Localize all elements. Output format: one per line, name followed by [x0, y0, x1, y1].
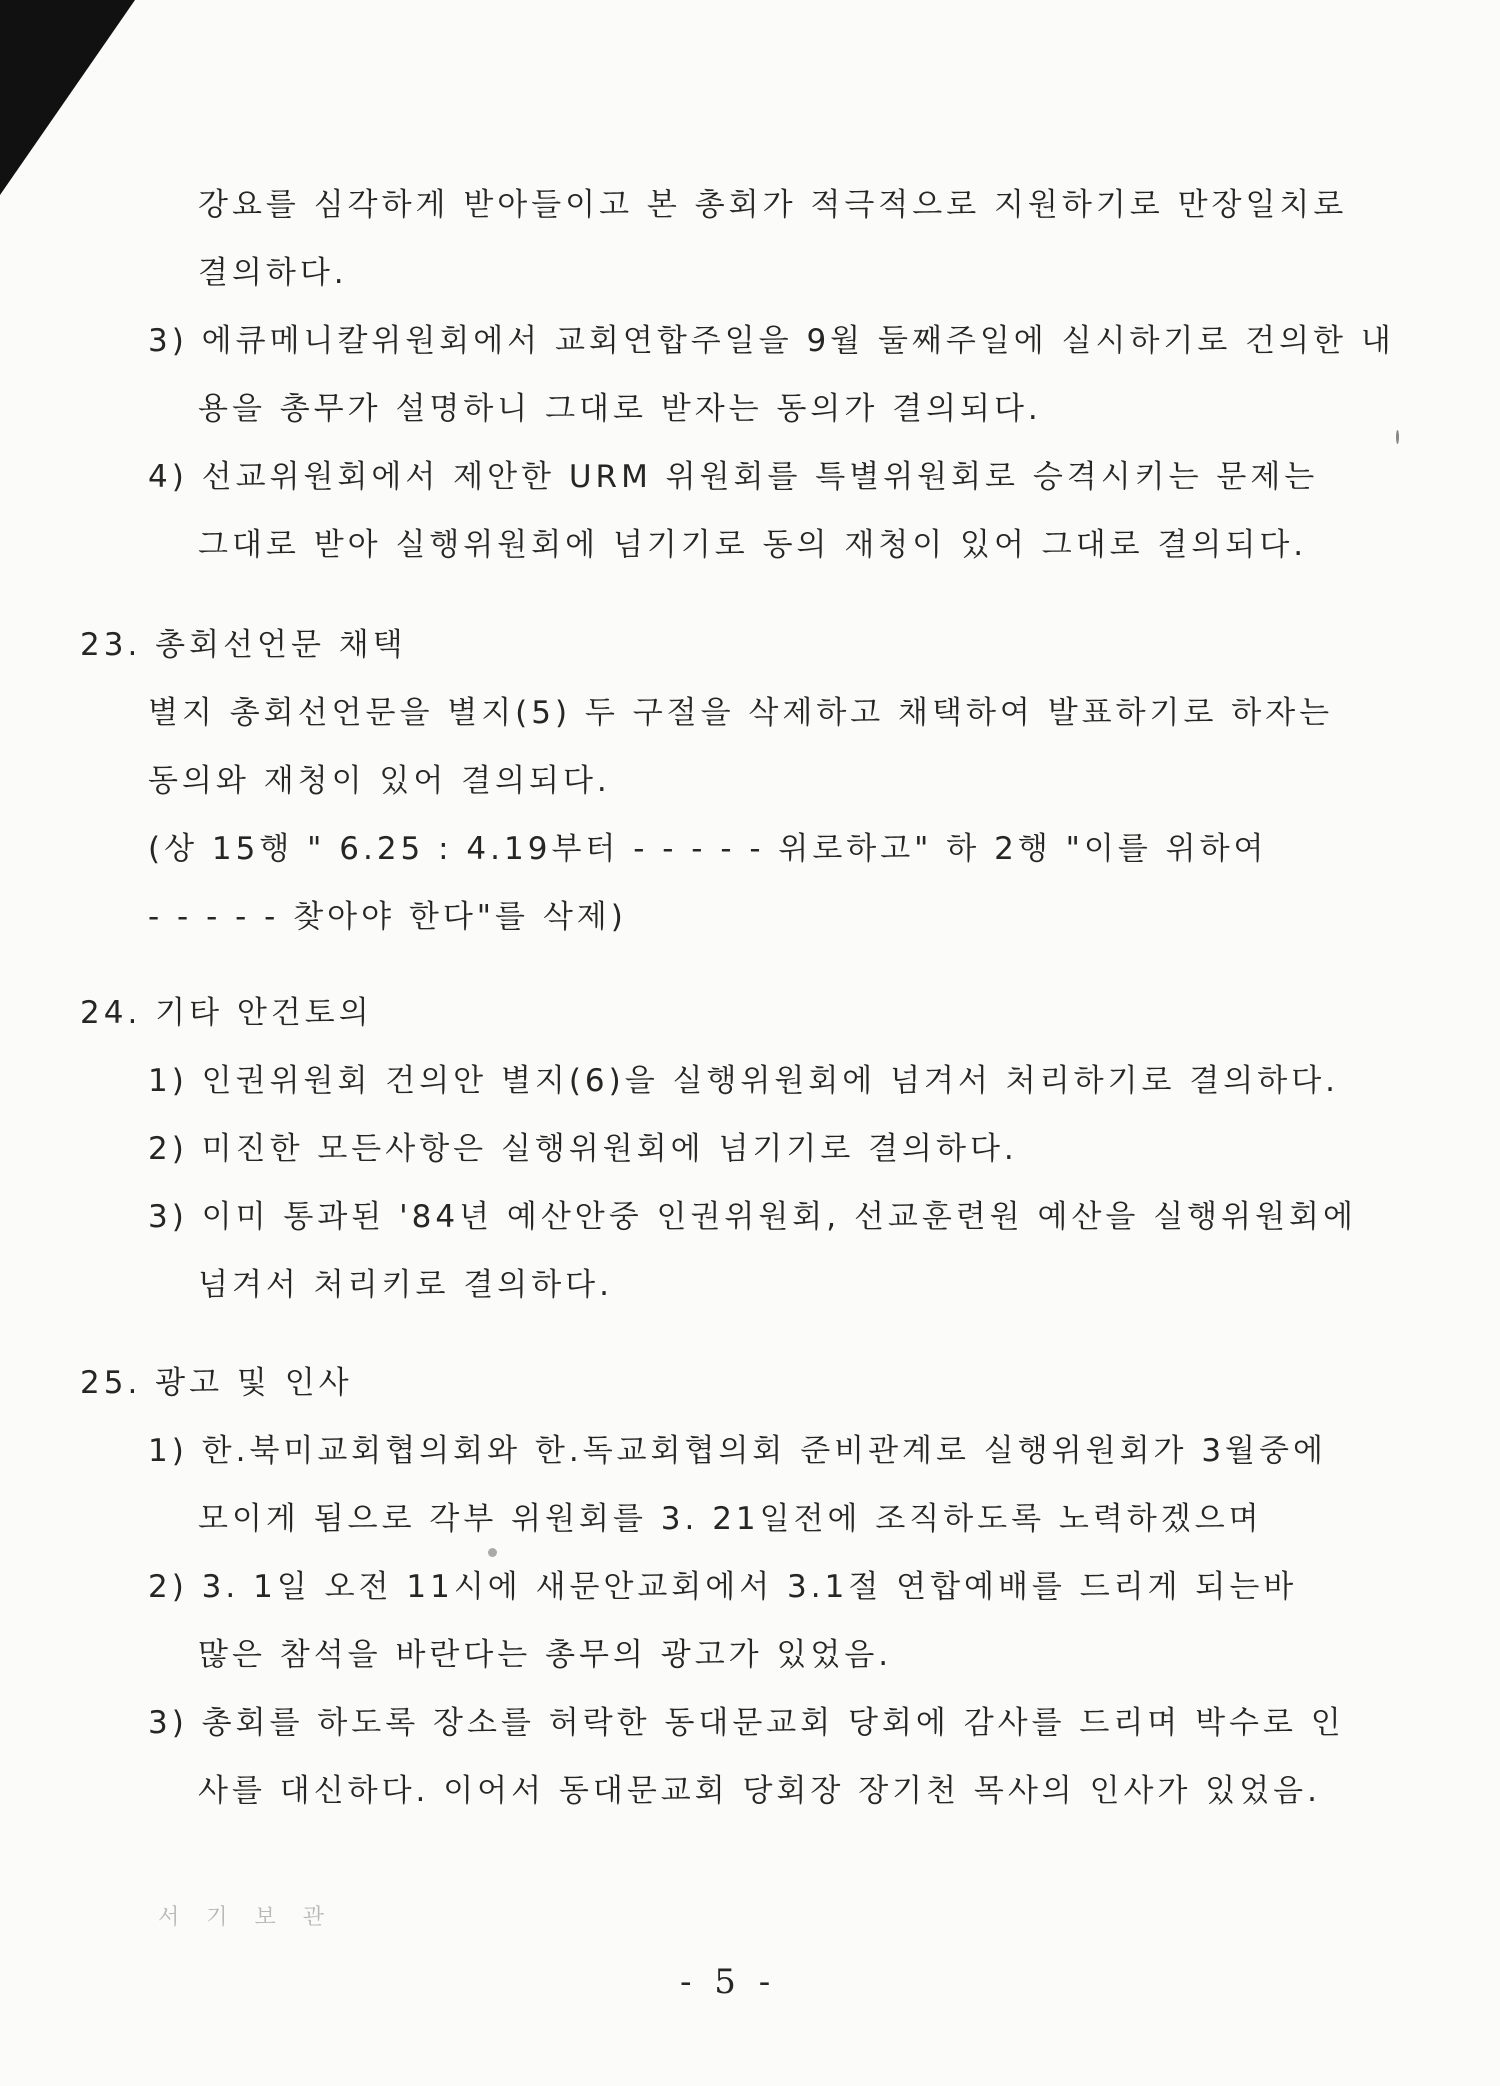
section-heading: 24. 기타 안건토의 [80, 995, 373, 1031]
text-line: 사를 대신하다. 이어서 동대문교회 당회장 장기천 목사의 인사가 있었음. [198, 1773, 1321, 1809]
faded-stamp: 서 기 보 관 [158, 1905, 334, 1930]
section-heading: 25. 광고 및 인사 [80, 1365, 353, 1401]
scan-speck [1396, 430, 1399, 444]
text-line: 1) 인권위원회 건의안 별지(6)을 실행위원회에 넘겨서 처리하기로 결의하다. [148, 1063, 1339, 1099]
text-line: 용을 총무가 설명하니 그대로 받자는 동의가 결의되다. [198, 391, 1042, 427]
text-line: 별지 총회선언문을 별지(5) 두 구절을 삭제하고 채택하여 발표하기로 하자는 [148, 695, 1334, 731]
text-line: 많은 참석을 바란다는 총무의 광고가 있었음. [198, 1637, 893, 1673]
text-line: 4) 선교위원회에서 제안한 URM 위원회를 특별위원회로 승격시키는 문제는 [148, 459, 1319, 495]
text-line: 3) 총회를 하도록 장소를 허락한 동대문교회 당회에 감사를 드리며 박수로 인 [148, 1705, 1345, 1741]
text-line: 3) 에큐메니칼위원회에서 교회연합주일을 9월 둘째주일에 실시하기로 건의한 내 [148, 323, 1395, 359]
text-line: 2) 미진한 모든사항은 실행위원회에 넘기기로 결의하다. [148, 1131, 1018, 1167]
text-line: 강요를 심각하게 받아들이고 본 총회가 적극적으로 지원하기로 만장일치로 [198, 187, 1348, 223]
text-line: 2) 3. 1일 오전 11시에 새문안교회에서 3.1절 연합예배를 드리게 되는바 [148, 1569, 1298, 1605]
scan-speck [488, 1548, 497, 1557]
text-line: 결의하다. [198, 255, 348, 291]
text-line: 모이게 됨으로 각부 위원회를 3. 21일전에 조직하도록 노력하겠으며 [198, 1501, 1263, 1537]
scan-corner-shadow [0, 0, 135, 195]
text-line: 넘겨서 처리키로 결의하다. [198, 1267, 613, 1303]
section-heading: 23. 총회선언문 채택 [80, 627, 407, 663]
text-line: 동의와 재청이 있어 결의되다. [148, 763, 611, 799]
text-line: 그대로 받아 실행위원회에 넘기기로 동의 재청이 있어 그대로 결의되다. [198, 527, 1308, 563]
text-line: (상 15행 " 6.25 : 4.19부터 - - - - - 위로하고" 하 2행 "이를 위하여 [148, 831, 1268, 867]
text-line: 1) 한.북미교회협의회와 한.독교회협의회 준비관계로 실행위원회가 3월중에 [148, 1433, 1327, 1469]
text-line: - - - - - 찾아야 한다"를 삭제) [148, 899, 627, 935]
page-number: - 5 - [680, 1962, 777, 2002]
text-line: 3) 이미 통과된 '84년 예산안중 인권위원회, 선교훈련원 예산을 실행위원회에 [148, 1199, 1357, 1235]
